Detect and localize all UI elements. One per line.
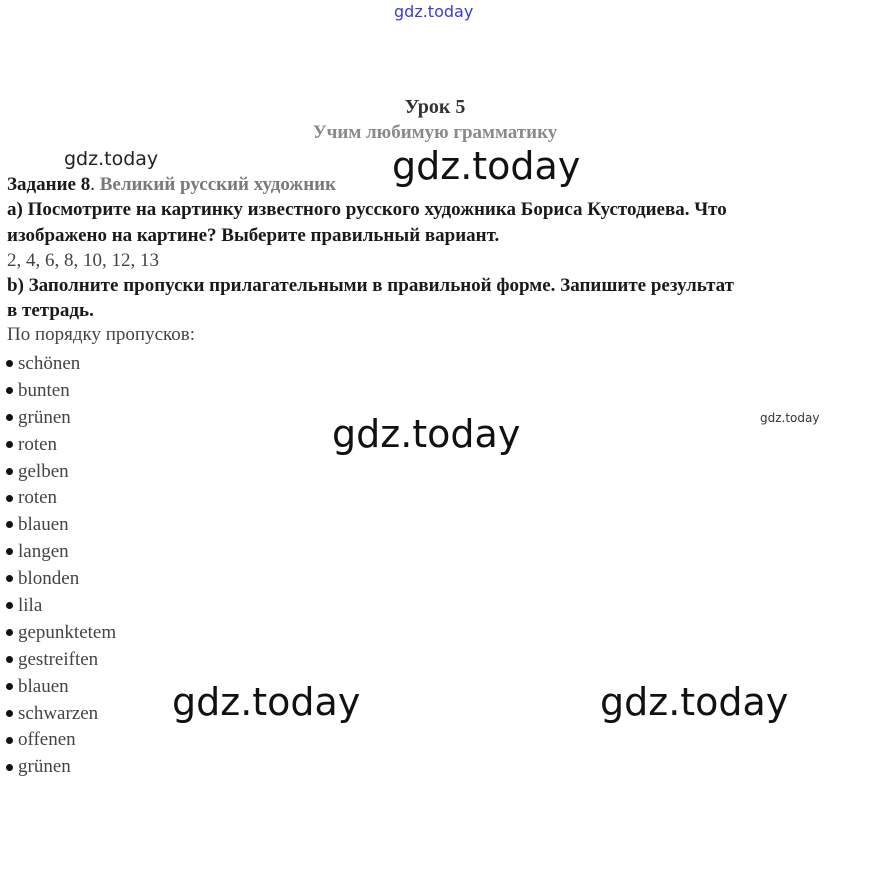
bullet-icon bbox=[6, 548, 13, 555]
bullet-icon bbox=[6, 468, 13, 475]
list-item bbox=[6, 378, 116, 405]
answer-text: blauen bbox=[18, 514, 69, 536]
answer-text: gestreiften bbox=[18, 648, 99, 670]
watermark-large: gdz.today bbox=[332, 412, 521, 456]
list-item bbox=[6, 512, 116, 539]
answer-text: lila bbox=[18, 595, 43, 617]
list-item bbox=[6, 539, 116, 566]
part-a-answer: 2, 4, 6, 8, 10, 12, 13 bbox=[7, 250, 159, 271]
watermark-large: gdz.today bbox=[392, 144, 581, 188]
list-item bbox=[6, 405, 116, 432]
watermark-large: gdz.today bbox=[600, 680, 789, 724]
answer-text: roten bbox=[18, 487, 58, 509]
answer-list bbox=[6, 351, 116, 781]
answer-text: gelben bbox=[18, 460, 69, 482]
list-item bbox=[6, 566, 116, 593]
list-item bbox=[6, 727, 116, 754]
list-item bbox=[6, 647, 116, 674]
part-b-question: b) Заполните пропуски прилагательными в правильной форме. Запишите результат bbox=[7, 275, 735, 296]
list-item bbox=[6, 754, 116, 781]
watermark-top: gdz.today bbox=[394, 2, 474, 21]
list-item bbox=[6, 351, 116, 378]
watermark-small: gdz.today bbox=[64, 148, 159, 170]
bullet-icon bbox=[6, 521, 13, 528]
list-item bbox=[6, 459, 116, 486]
answer-text: roten bbox=[18, 433, 58, 455]
answer-text: blonden bbox=[18, 568, 80, 590]
lesson-title: Урок 5 bbox=[404, 96, 466, 118]
part-a-question: a) Посмотрите на картинку известного русского художника Бориса Кустодиева. Что bbox=[7, 199, 727, 220]
answer-text: bunten bbox=[18, 379, 70, 401]
part-b-question-cont: в тетрадь. bbox=[7, 300, 94, 321]
bullet-icon bbox=[6, 495, 13, 502]
bullet-icon bbox=[6, 710, 13, 717]
task-heading bbox=[7, 174, 867, 196]
answer-text: grünen bbox=[18, 756, 71, 778]
bullet-icon bbox=[6, 360, 13, 367]
part-a-question-cont: изображено на картине? Выберите правильный вариант. bbox=[7, 225, 500, 246]
lesson-subtitle: Учим любимую грамматику bbox=[312, 122, 558, 143]
list-item bbox=[6, 620, 116, 647]
bullet-icon bbox=[6, 683, 13, 690]
bullet-icon bbox=[6, 737, 13, 744]
answer-text: grünen bbox=[18, 406, 71, 428]
bullet-icon bbox=[6, 414, 13, 421]
answer-text: blauen bbox=[18, 675, 69, 697]
answer-text: gepunktetem bbox=[18, 621, 117, 643]
bullet-icon bbox=[6, 764, 13, 771]
watermark-large: gdz.today bbox=[172, 680, 361, 724]
task-label: Задание 8 bbox=[7, 174, 91, 195]
bullet-icon bbox=[6, 387, 13, 394]
bullet-icon bbox=[6, 575, 13, 582]
list-item bbox=[6, 701, 116, 728]
list-item bbox=[6, 593, 116, 620]
bullet-icon bbox=[6, 441, 13, 448]
task-name: Великий русский художник bbox=[99, 174, 337, 195]
task-separator: . bbox=[90, 174, 100, 195]
order-label: По порядку пропусков: bbox=[7, 324, 196, 345]
bullet-icon bbox=[6, 602, 13, 609]
list-item bbox=[6, 432, 116, 459]
answer-text: offenen bbox=[18, 729, 76, 751]
bullet-icon bbox=[6, 656, 13, 663]
list-item bbox=[6, 485, 116, 512]
watermark-small: gdz.today bbox=[760, 411, 820, 425]
answer-text: schwarzen bbox=[18, 702, 99, 724]
answer-text: langen bbox=[18, 541, 69, 563]
answer-text: schönen bbox=[18, 353, 81, 374]
list-item bbox=[6, 674, 116, 701]
bullet-icon bbox=[6, 629, 13, 636]
